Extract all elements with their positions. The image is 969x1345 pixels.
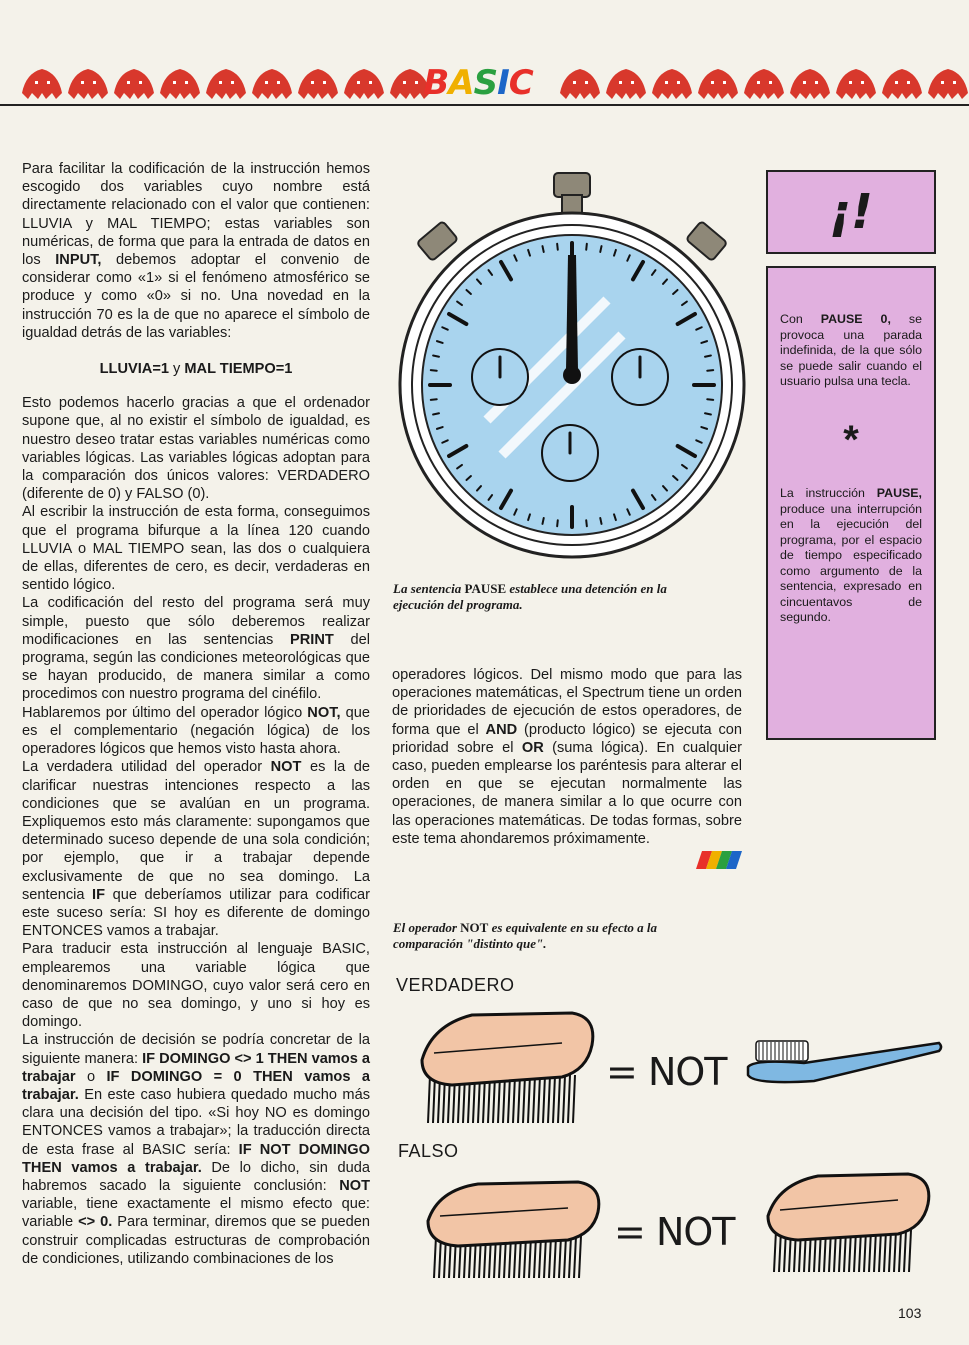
end-mark-icon <box>696 851 742 869</box>
caption-keyword: PAUSE <box>464 581 507 596</box>
sidebar-note-pause <box>780 486 922 626</box>
sidebar-note-box <box>766 266 936 740</box>
caption-text: es equivalente en su efecto a la comparación "distinto que". <box>393 920 657 951</box>
equals-sign: = <box>614 1210 645 1254</box>
caption-text: El operador <box>393 920 461 935</box>
note-text: produce una interrupción en la ejecución del programa, por el espacio de tiempo especificado como argumento de la sentencia, expresado en cincuentavos de segundo. <box>780 501 922 624</box>
logo-letter: C <box>508 63 533 103</box>
label-falso: FALSO <box>398 1141 459 1161</box>
invader-icon <box>744 69 784 99</box>
logo-letter: A <box>448 63 474 103</box>
keyword: IF NOT DOMINGO THEN vamos a trabajar. <box>22 1141 370 1176</box>
paragraph <box>22 940 370 1031</box>
text-run: del programa, según las condiciones meteorológicas que se hayan producido, de manera similar a como procedimos con nuestro programa del cinéfilo. <box>22 631 370 703</box>
header-rule <box>0 104 969 106</box>
keyword: NOT, <box>307 704 341 721</box>
invader-icon <box>606 69 646 99</box>
text-run: Al escribir la instrucción de esta forma, conseguimos que el programa bifurque a la línea 120 cuando LLUVIA o MAL TIEMPO sean, las dos o cualquiera de ellas, diferentes de cero, es decir, verdaderas en sentido lógico. <box>22 504 370 594</box>
caption-keyword: NOT <box>460 920 489 935</box>
paragraph <box>392 666 742 848</box>
text-run: es la de clarificar nuestras intenciones respecto a las condiciones que se avalúan en un programa. Expliquemos esto más claramente: supongamos que determinado suceso depende de una sola condición; por ejemplo, que ir a trabajar depende exclusivamente de que no sea domingo. La sentencia <box>22 759 370 903</box>
brush-icon <box>412 1005 602 1130</box>
brush-icon <box>758 1168 938 1278</box>
invader-icon <box>298 69 338 99</box>
logo-letter: I <box>497 63 509 103</box>
text-run: que es el complementario (negación lógica) de los operadores lógicos que hemos visto hasta ahora. <box>22 704 370 758</box>
paragraph <box>22 594 370 703</box>
text-run: De lo dicho, sin duda habremos sacado la siguiente conclusión: <box>22 1159 370 1194</box>
center-formula <box>22 360 370 378</box>
paragraph <box>22 704 370 759</box>
text-run: Para terminar, diremos que se pueden construir complicadas estructuras de comprobación de condiciones, utilizando combinaciones de los <box>22 1214 370 1267</box>
keyword: NOT <box>270 759 302 776</box>
invader-icon <box>160 69 200 99</box>
formula-part: y <box>168 361 185 378</box>
invader-icon <box>928 69 968 99</box>
keyword: INPUT, <box>55 252 102 269</box>
invader-icon <box>560 69 600 99</box>
paragraph <box>22 160 370 342</box>
invader-icon <box>206 69 246 99</box>
text-run: Para facilitar la codificación de la instrucción hemos escogido dos variables cuyo nombre está directamente relacionado con el valor que contienen: LLUVIA y MAL TIEMPO; estas variables son numéricas, de forma que para la entrada de datos en los <box>22 161 370 269</box>
keyword: IF DOMINGO <> 1 THEN vamos a trabajar <box>22 1050 370 1085</box>
invader-icon <box>836 69 876 99</box>
asterisk-icon: * <box>843 418 859 462</box>
keyword: <> 0. <box>78 1214 113 1231</box>
logo-letter: S <box>473 63 498 103</box>
text-run: variable, tiene exactamente el mismo efecto que: variable <box>22 1196 370 1231</box>
keyword: IF DOMINGO = 0 THEN vamos a trabajar. <box>22 1068 370 1103</box>
caption-text: establece una detención en la ejecución del programa. <box>393 581 667 612</box>
text-run: La verdadera utilidad del operador <box>22 759 271 776</box>
note-text: se provoca una parada indefinida, de la que sólo se puede salir cuando el usuario pulsa una tecla. <box>780 312 922 388</box>
text-run: En este caso hubiera quedado mucho más clara una decisión del tipo. «Si hoy NO es domingo ENTONCES vamos a trabajar»; la traducción directa de esta frase al BASIC sería: <box>22 1086 370 1158</box>
invader-icon <box>652 69 692 99</box>
keyword: IF <box>92 886 106 903</box>
text-run: Esto podemos hacerlo gracias a que el ordenador supone que, al no existir el símbolo de igualdad, es nuestro deseo tratar estas variables numéricas como variables lógicas. Las variables lógicas adoptan para la comparación dos únicos valores: VERDADERO (diferente de 0) y FALSO (0). <box>22 395 370 503</box>
invader-icon <box>344 69 384 99</box>
crown-icon <box>554 173 590 197</box>
not-word: NOT <box>655 1210 735 1254</box>
invader-icon <box>790 69 830 99</box>
text-run: que deberíamos utilizar para codificar este suceso sería: SI hoy es diferente de domingo ENTONCES vamos a trabajar. <box>22 886 370 940</box>
not-word: NOT <box>647 1050 727 1094</box>
text-run: (producto lógico) se ejecuta con prioridad sobre el <box>392 721 742 756</box>
paragraph <box>22 1031 370 1268</box>
sidebar-note-pause0 <box>780 312 922 390</box>
paragraph <box>22 503 370 594</box>
invader-icon <box>698 69 738 99</box>
note-keyword: PAUSE 0, <box>820 312 891 326</box>
invader-icon <box>22 69 62 99</box>
body-column-right <box>392 666 742 848</box>
paragraph <box>22 758 370 940</box>
body-column-left <box>22 160 370 1268</box>
text-run: o <box>75 1068 107 1085</box>
text-run: operadores lógicos. Del mismo modo que para las operaciones matemáticas, el Spectrum tiene un orden de prioridades de ejecución de estos operadores, de forma que el <box>392 667 742 738</box>
equals-not-top <box>606 1050 727 1094</box>
brush-icon <box>418 1176 608 1286</box>
text-run: La instrucción de decisión se podría concretar de la siguiente manera: <box>22 1032 370 1067</box>
page-number: 103 <box>898 1305 922 1321</box>
invader-icon <box>114 69 154 99</box>
equals-sign: = <box>606 1050 637 1094</box>
text-run: Hablaremos por último del operador lógico <box>22 704 308 721</box>
logo-letter: B <box>423 63 449 103</box>
not-operator-caption <box>393 920 693 952</box>
stopwatch-caption <box>393 581 713 613</box>
keyword: NOT <box>339 1177 370 1194</box>
keyword: PRINT <box>290 631 334 648</box>
text-run: La codificación del resto del programa será muy simple, puesto que sólo deberemos realizar modificaciones en las sentencias <box>22 595 370 648</box>
exclamation-icon: ¡! <box>829 184 873 240</box>
note-keyword: PAUSE, <box>876 486 922 500</box>
note-text: La instrucción <box>780 486 877 500</box>
invader-icon <box>882 69 922 99</box>
label-verdadero: VERDADERO <box>396 975 515 995</box>
keyword: OR <box>521 739 544 756</box>
paragraph <box>22 394 370 503</box>
invader-icon <box>252 69 292 99</box>
basic-logo <box>423 63 533 103</box>
caption-text: La sentencia <box>393 581 465 596</box>
text-run: debemos adoptar el convenio de considerar como «1» si el fenómeno atmosférico se produce y como «0» si no. Una novedad en la instrucción 70 es la de que no aparece el símbolo de igualdad detrás de las variables: <box>22 252 370 341</box>
invader-icon <box>68 69 108 99</box>
text-run: (suma lógica). En cualquier caso, pueden emplearse los paréntesis para alterar el orden en que se ejecutan normalmente las operaciones, de manera similar a lo que ocurre con las operaciones matemáticas. De todas formas, sobre este tema ahondaremos próximamente. <box>392 739 742 847</box>
text-run: Para traducir esta instrucción al lenguaje BASIC, emplearemos una variable lógica que denominaremos DOMINGO, cuyo valor será cero en caso de que no sea domingo, y uno si hoy es domingo. <box>22 941 370 1031</box>
keyword: AND <box>485 721 518 738</box>
formula-part: MAL TIEMPO=1 <box>184 361 293 378</box>
stopwatch-illustration <box>392 165 752 570</box>
equals-not-bottom <box>614 1210 735 1254</box>
formula-part: LLUVIA=1 <box>99 361 169 378</box>
note-text: Con <box>780 312 821 326</box>
toothbrush-icon <box>744 1035 944 1095</box>
sidebar-exclamation-box <box>766 170 936 254</box>
